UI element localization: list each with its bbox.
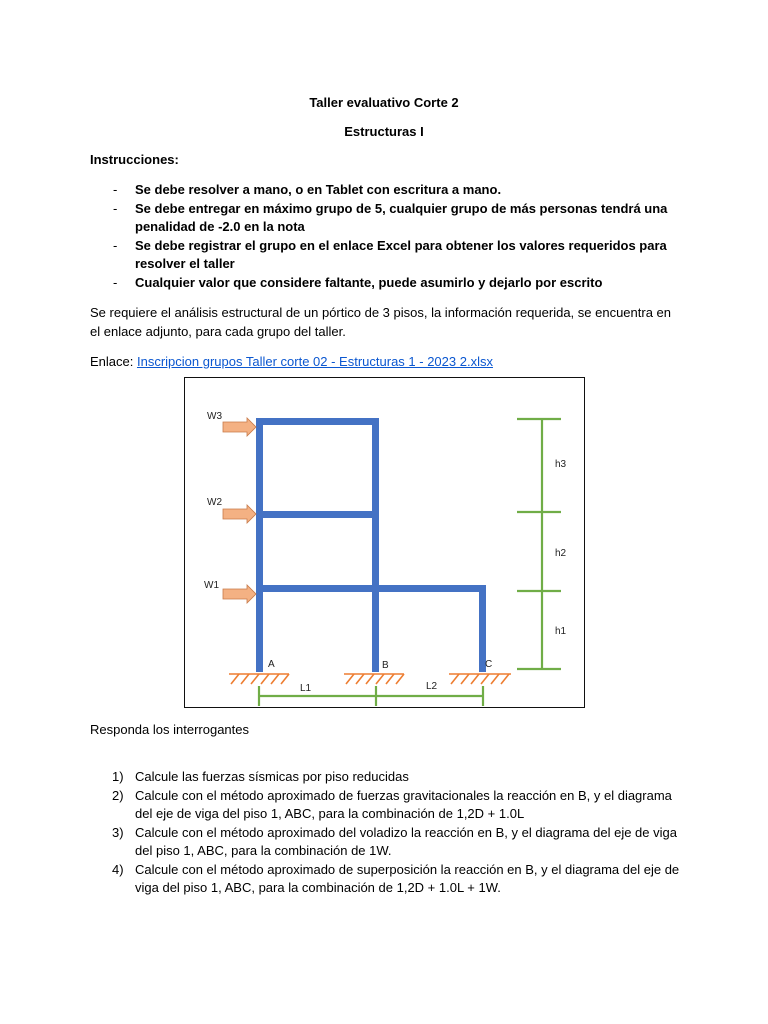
frame-diagram-svg bbox=[185, 378, 586, 709]
bullet-dash: - bbox=[113, 182, 118, 197]
instruction-text: Se debe registrar el grupo en el enlace Excel para obtener los valores requeridos para resolver el taller bbox=[135, 237, 667, 271]
bullet-dash: - bbox=[113, 200, 118, 216]
support-c bbox=[449, 674, 511, 684]
instruction-item bbox=[90, 200, 690, 237]
height-dimensions bbox=[517, 419, 567, 669]
question-number: 2) bbox=[112, 787, 124, 803]
instructions-list bbox=[90, 181, 690, 292]
column-b bbox=[372, 418, 379, 672]
column-a bbox=[256, 418, 263, 672]
document-subtitle: Estructuras I bbox=[344, 124, 424, 139]
supports bbox=[229, 659, 511, 684]
question-number: 1) bbox=[112, 769, 124, 784]
span-label-l2: L2 bbox=[426, 681, 438, 692]
span-label-l1: L1 bbox=[300, 683, 312, 694]
question-item bbox=[90, 787, 680, 824]
excel-link[interactable]: Inscripcion grupos Taller corte 02 - Estructuras 1 - 2023 2.xlsx bbox=[136, 354, 493, 369]
question-number: 3) bbox=[112, 824, 124, 840]
load-arrow-w2 bbox=[223, 505, 256, 523]
beam-floor-3 bbox=[256, 418, 379, 425]
load-label-w3: W3 bbox=[207, 411, 222, 422]
support-label-b: B bbox=[382, 660, 389, 671]
question-item bbox=[90, 824, 680, 861]
beam-floor-2 bbox=[256, 511, 379, 518]
beam-floor-1 bbox=[256, 585, 486, 592]
instruction-item bbox=[90, 237, 690, 274]
height-label-h2: h2 bbox=[555, 548, 567, 559]
span-dimension-lines bbox=[259, 686, 483, 706]
support-label-c: C bbox=[485, 659, 493, 670]
instructions-heading: Instrucciones: bbox=[90, 152, 179, 167]
height-label-h3: h3 bbox=[555, 459, 567, 470]
support-a bbox=[229, 674, 289, 684]
instruction-text: Cualquier valor que considere faltante, puede asumirlo y dejarlo por escrito bbox=[135, 274, 603, 290]
question-text: Calcule con el método aproximado del voladizo la reacción en B, y el diagrama del eje de viga del piso 1, ABC, para la combinación de 1W. bbox=[135, 824, 677, 858]
instruction-text: Se debe resolver a mano, o en Tablet con escritura a mano. bbox=[135, 182, 502, 197]
height-label-h1: h1 bbox=[555, 626, 567, 637]
question-text: Calcule las fuerzas sísmicas por piso reducidas bbox=[135, 769, 409, 784]
span-dimensions bbox=[259, 681, 483, 706]
frame-diagram bbox=[184, 377, 585, 708]
support-label-a: A bbox=[268, 659, 275, 670]
bullet-dash: - bbox=[113, 274, 118, 290]
intro-paragraph: Se requiere el análisis estructural de un pórtico de 3 pisos, la información requerida, se encuentra en el enlace adjunto, para cada grupo del taller. bbox=[90, 305, 672, 339]
document-title: Taller evaluativo Corte 2 bbox=[309, 95, 459, 110]
support-b bbox=[344, 674, 404, 684]
instruction-item bbox=[90, 274, 690, 293]
question-number: 4) bbox=[112, 861, 124, 877]
load-arrow-w1 bbox=[223, 585, 256, 603]
question-item bbox=[90, 861, 680, 898]
questions-heading: Responda los interrogantes bbox=[90, 722, 249, 737]
questions-list bbox=[90, 768, 680, 898]
structural-frame bbox=[256, 418, 486, 672]
load-arrow-w3 bbox=[223, 418, 256, 436]
link-prefix: Enlace: bbox=[90, 354, 137, 369]
question-item bbox=[90, 768, 680, 787]
question-text: Calcule con el método aproximado de superposición la reacción en B, y el diagrama del eje de viga del piso 1, ABC, para la combinación de 1,2D + 1.0L + 1W. bbox=[135, 861, 680, 895]
instruction-item bbox=[90, 181, 690, 200]
bullet-dash: - bbox=[113, 237, 118, 253]
instruction-text: Se debe entregar en máximo grupo de 5, cualquier grupo de más personas tendrá una penalidad de -2.0 en la nota bbox=[135, 200, 668, 234]
load-label-w2: W2 bbox=[207, 497, 222, 508]
load-label-w1: W1 bbox=[204, 580, 219, 591]
link-line bbox=[90, 352, 680, 371]
question-text: Calcule con el método aproximado de fuerzas gravitacionales la reacción en B, y el diagrama del eje de viga del piso 1, ABC, para la combinación de 1,2D + 1.0L bbox=[135, 787, 672, 821]
wind-loads bbox=[204, 411, 256, 603]
